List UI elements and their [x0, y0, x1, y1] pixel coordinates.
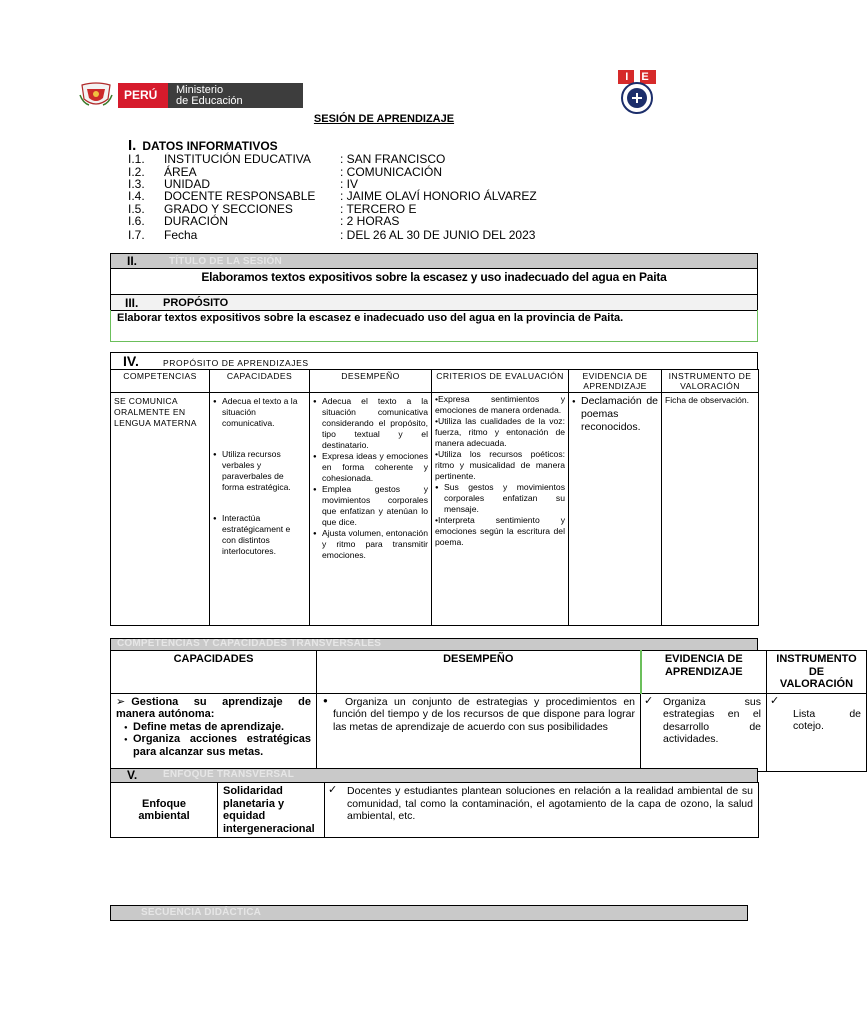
- session-title: Elaboramos textos expositivos sobre la escasez y uso inadecuado del agua en Paita: [201, 270, 667, 284]
- col-header: INSTRUMENTO DE VALORACIÓN: [767, 651, 867, 694]
- proposito-header: III. PROPÓSITO: [110, 294, 758, 311]
- aprendizajes-table: [110, 369, 759, 626]
- dato-row: I.5. GRADO Y SECCIONES : TERCERO E: [128, 202, 417, 216]
- criterio-item: •Interpreta sentimiento y emociones según la escritura del poema.: [435, 515, 565, 547]
- instrumento-cell: Ficha de observación.: [662, 393, 759, 626]
- col-header: INSTRUMENTO DE VALORACIÓN: [662, 370, 759, 393]
- col-header: EVIDENCIA DE APRENDIZAJE: [641, 651, 767, 694]
- col-header: CAPACIDADES: [210, 370, 310, 393]
- dato-row: I.6. DURACIÓN : 2 HORAS: [128, 214, 400, 228]
- enfoque-table: [110, 782, 759, 838]
- dato-row: I.4. DOCENTE RESPONSABLE : JAIME OLAVÍ HONORIO ÁLVAREZ: [128, 189, 537, 203]
- transversales-table: [110, 650, 867, 772]
- titulo-header: II. TÍTULO DE LA SESIÓN: [110, 253, 758, 269]
- list-item: ● Organiza acciones estratégicas para alcanzar sus metas.: [124, 733, 311, 758]
- secuencia-header: SECUENCIA DIDÁCTICA: [110, 905, 748, 921]
- capacidad-main: ➢ Gestiona su aprendizaje de manera autónoma:: [116, 696, 311, 721]
- proposito-body: [110, 310, 758, 342]
- enfoque-valor: Solidaridad planetaria y equidad intergeneracional: [218, 783, 325, 838]
- capacidad-cell: [111, 693, 317, 771]
- dato-row: I.3. UNIDAD : IV: [128, 177, 359, 191]
- capacidades-cell: [210, 393, 310, 626]
- list-item: ● Emplea gestos y movimientos corporales que enfatizan y atenúan lo que dice.: [313, 484, 428, 528]
- col-header: DESEMPEÑO: [310, 370, 432, 393]
- aprendizajes-header: IV. PROPÓSITO DE APRENDIZAJES: [110, 352, 758, 369]
- proposito-text: Elaborar textos expositivos sobre la escasez e inadecuado uso del agua en la provincia de Paita.: [117, 312, 624, 324]
- dato-row: I.2. ÁREA : COMUNICACIÓN: [128, 165, 442, 179]
- col-header: EVIDENCIA DE APRENDIZAJE: [569, 370, 662, 393]
- desempeno-cell: [310, 393, 432, 626]
- desempeno-text: Organiza un conjunto de estrategias y procedimientos en función del tiempo y de los recursos de que dispone para lograr las metas de aprendizaje de acuerdo con sus posibilidades: [333, 695, 635, 733]
- criterio-item: ● Sus gestos y movimientos corporales enfatizan su mensaje.: [435, 482, 565, 515]
- page-title: SESIÓN DE APRENDIZAJE: [313, 113, 455, 125]
- criterio-item: •Utiliza los recursos poéticos: ritmo y musicalidad de manera pertinente.: [435, 449, 565, 481]
- evidencia-cell: ✓ Organiza sus estrategias en el desarrollo de actividades.: [641, 693, 767, 771]
- list-item: ● Adecua el texto a la situación comunicativa considerando el propósito, tipo textual y el destinatario.: [313, 396, 428, 451]
- list-item: ● Interactúa estratégicament e con distintos interlocutores.: [213, 513, 306, 557]
- datos-heading: I. DATOS INFORMATIVOS: [128, 137, 278, 154]
- desempeno-cell: ● Organiza un conjunto de estrategias y procedimientos en función del tiempo y de los recursos de que dispone para lograr las metas de aprendizaje de acuerdo con sus posibilidades: [317, 693, 641, 771]
- col-header: DESEMPEÑO: [317, 651, 641, 694]
- school-logo: I E: [613, 68, 661, 116]
- list-item: ● Utiliza recursos verbales y paraverbales de forma estratégica.: [213, 449, 306, 493]
- criterio-item: •Utiliza las cualidades de la voz: fuerza, ritmo y entonación de manera adecuada.: [435, 416, 565, 448]
- list-item: ● Expresa ideas y emociones en forma coherente y cohesionada.: [313, 451, 428, 484]
- criterio-item: •Expresa sentimientos y emociones de manera ordenada.: [435, 394, 565, 415]
- instrumento-cell: ✓ Lista de cotejo.: [767, 693, 867, 771]
- list-item: ● Ajusta volumen, entonación y ritmo para transmitir emociones.: [313, 528, 428, 561]
- evidencia-cell: [569, 393, 662, 626]
- criterios-cell: [432, 393, 569, 626]
- list-item: ● Define metas de aprendizaje.: [124, 721, 311, 734]
- enfoque-header: V. ENFOQUE TRANSVERSAL: [110, 768, 758, 782]
- titulo-body: [110, 268, 758, 295]
- ministry-label: Ministerio de Educación: [168, 83, 303, 108]
- evidencia-item: ● Declamación de poemas reconocidos.: [572, 395, 658, 434]
- enfoque-text: ✓ Docentes y estudiantes plantean soluciones en relación a la realidad ambiental de su comunidad, tal como la contaminación, el agotamiento de la capa de ozono, la salud ambiental, etc.: [325, 783, 759, 838]
- list-item: ● Adecua el texto a la situación comunicativa.: [213, 396, 306, 429]
- dato-row: I.1. INSTITUCIÓN EDUCATIVA : SAN FRANCISCO: [128, 152, 446, 166]
- col-header: CAPACIDADES: [111, 651, 317, 694]
- col-header: COMPETENCIAS: [111, 370, 210, 393]
- enfoque-name: Enfoque ambiental: [111, 783, 218, 838]
- dato-row: I.7. Fecha : DEL 26 AL 30 DE JUNIO DEL 2023: [128, 228, 536, 242]
- transversales-header: COMPETENCIAS Y CAPACIDADES TRANSVERSALES: [110, 638, 758, 650]
- peru-shield-logo: [79, 81, 113, 109]
- col-header: CRITERIOS DE EVALUACIÓN: [432, 370, 569, 393]
- competencia-cell: SE COMUNICA ORALMENTE EN LENGUA MATERNA: [111, 393, 210, 626]
- peru-label: PERÚ: [118, 83, 168, 108]
